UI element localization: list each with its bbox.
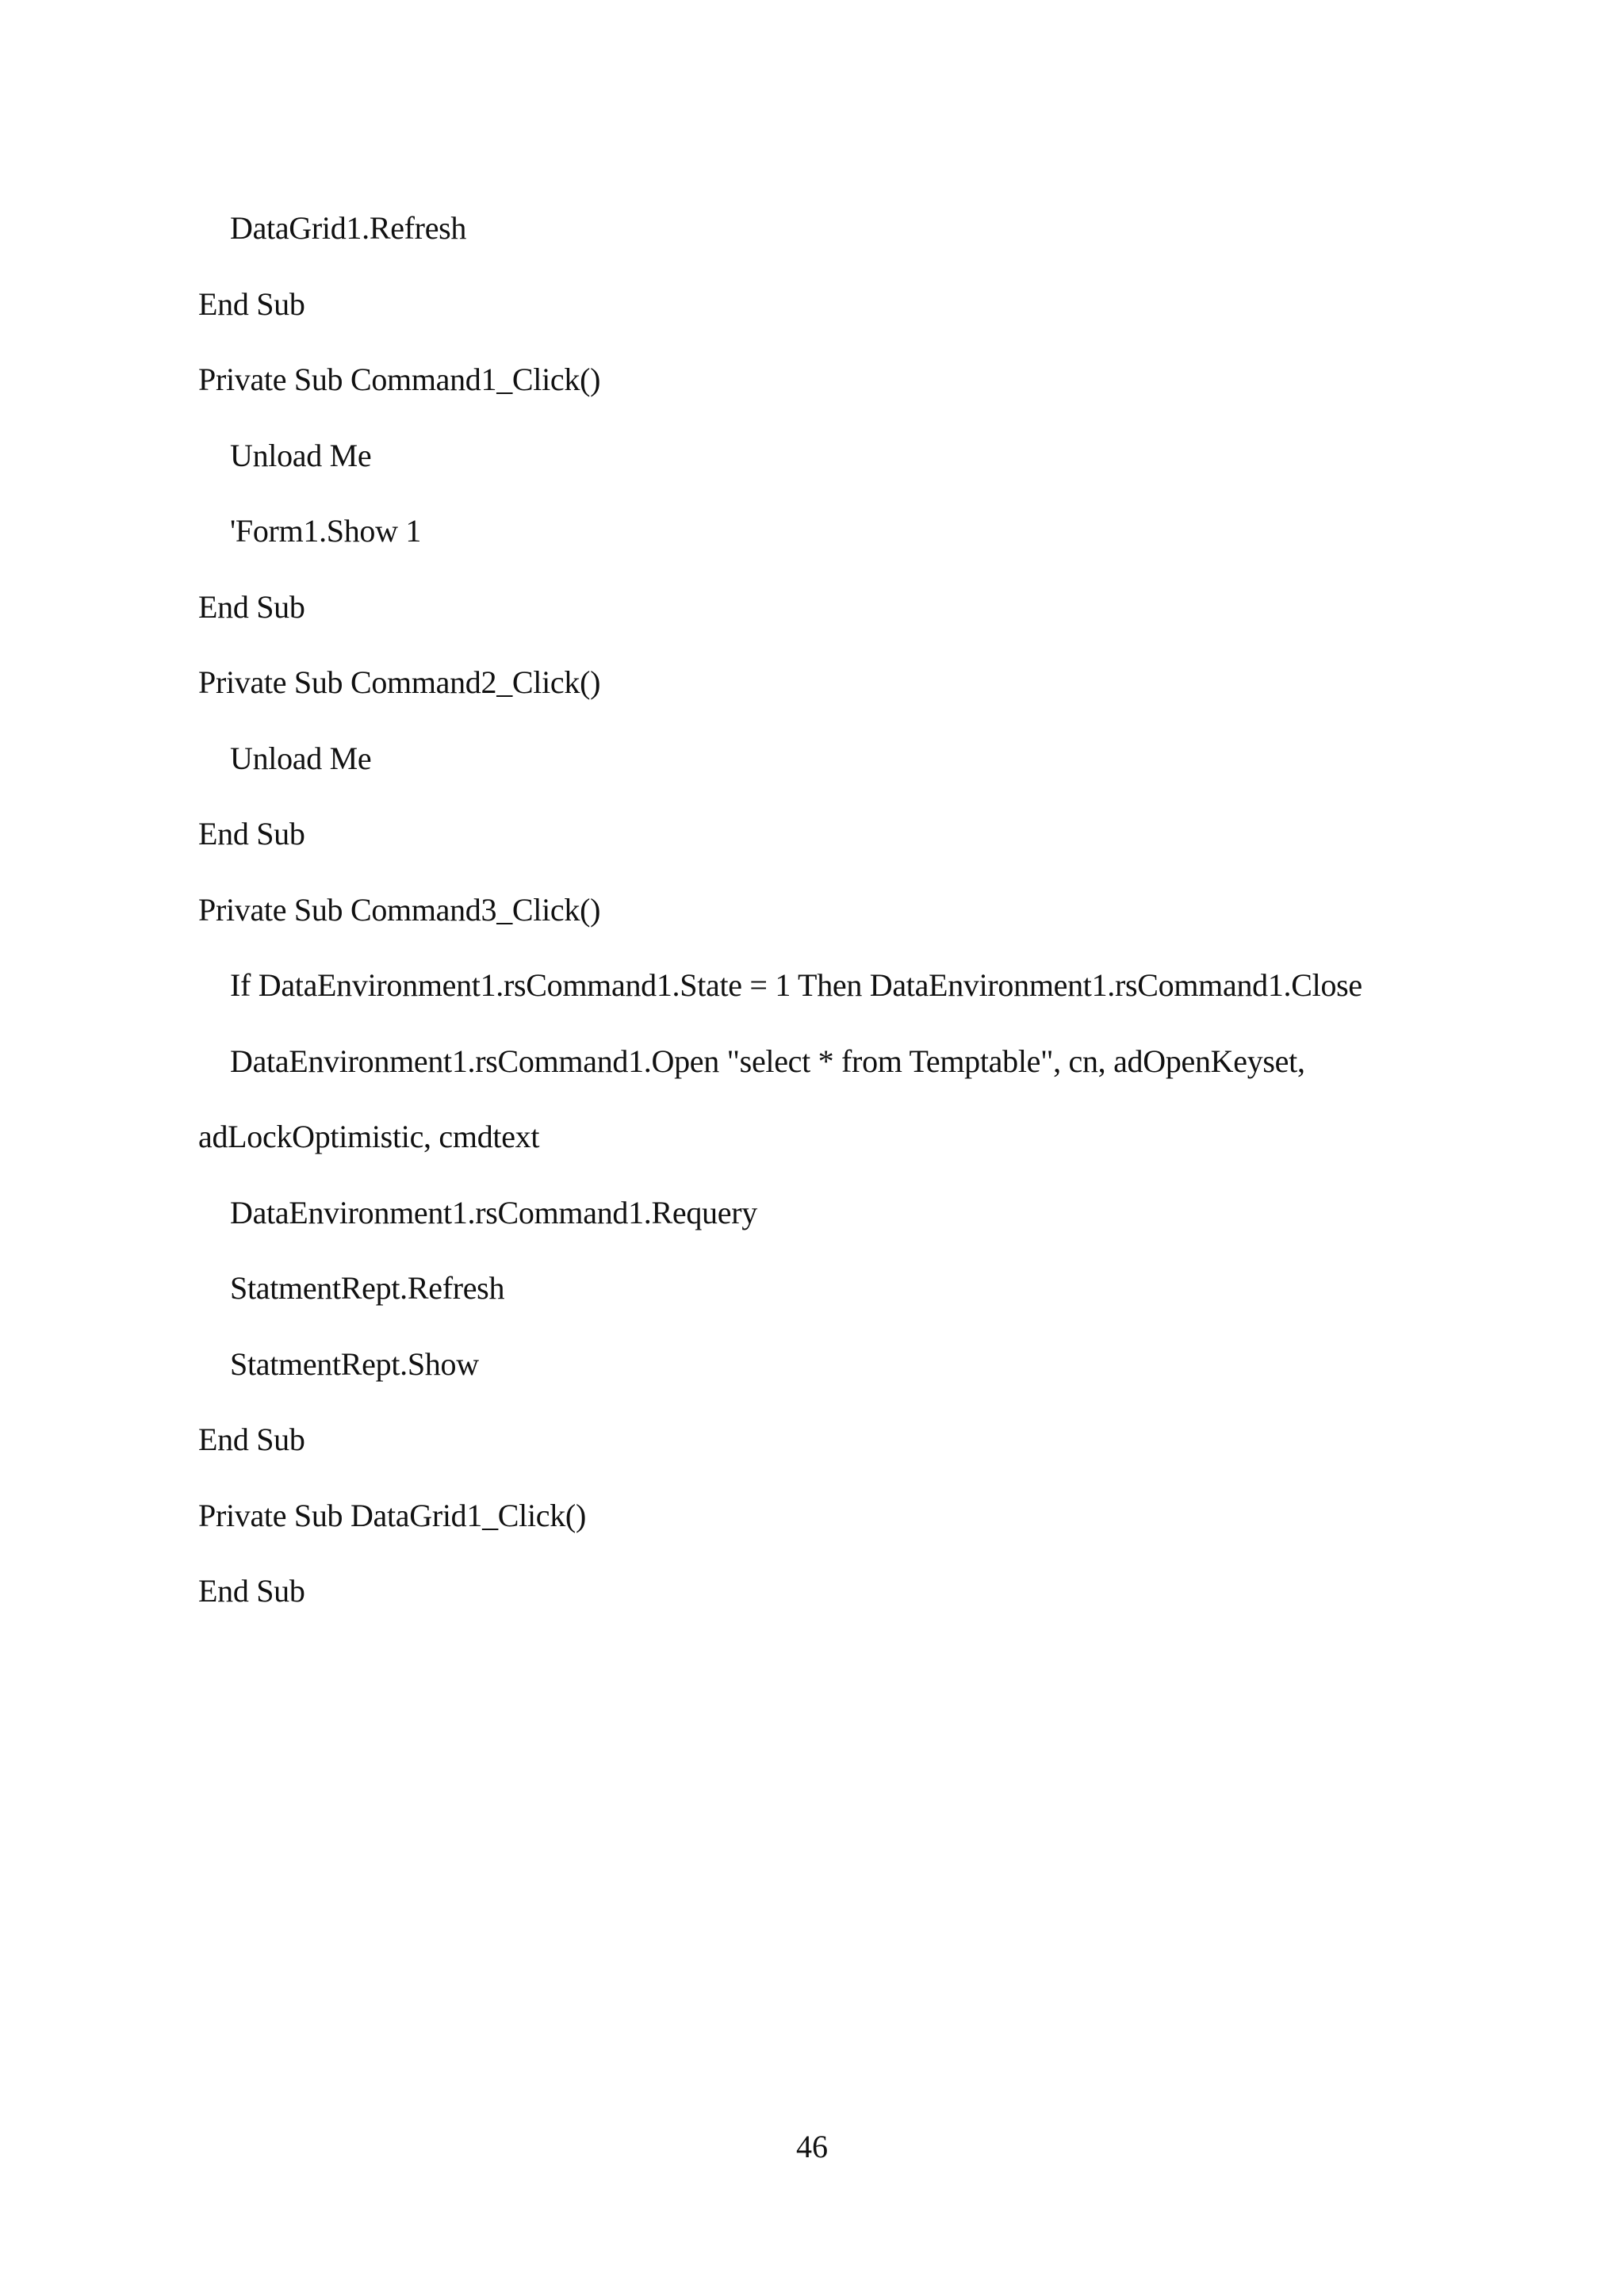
code-line: Private Sub DataGrid1_Click(): [198, 1497, 586, 1533]
code-line: End Sub: [198, 1422, 305, 1457]
code-line: If DataEnvironment1.rsCommand1.State = 1 Then DataEnvironment1.rsCommand1.Close: [230, 967, 1362, 1003]
code-line: End Sub: [198, 588, 305, 625]
code-line: adLockOptimistic, cmdtext: [198, 1119, 540, 1154]
code-line: DataGrid1.Refresh: [230, 210, 467, 246]
code-line: Private Sub Command1_Click(): [198, 362, 601, 397]
code-listing: [198, 190, 1435, 1629]
page-number: 46: [796, 2129, 828, 2164]
code-line: End Sub: [198, 285, 305, 322]
code-line: StatmentRept.Refresh: [230, 1270, 505, 1306]
code-line: 'Form1.Show 1: [230, 513, 422, 549]
code-line: Unload Me: [230, 740, 372, 776]
code-line: Private Sub Command3_Click(): [198, 891, 601, 928]
code-line: StatmentRept.Show: [230, 1345, 479, 1382]
code-line: Private Sub Command2_Click(): [198, 664, 601, 700]
code-line: End Sub: [198, 816, 305, 851]
code-line: DataEnvironment1.rsCommand1.Requery: [230, 1194, 757, 1230]
code-line: Unload Me: [230, 437, 372, 473]
code-line: End Sub: [198, 1573, 305, 1609]
code-line: DataEnvironment1.rsCommand1.Open "select * from Temptable", cn, adOpenKeyset,: [230, 1043, 1305, 1079]
